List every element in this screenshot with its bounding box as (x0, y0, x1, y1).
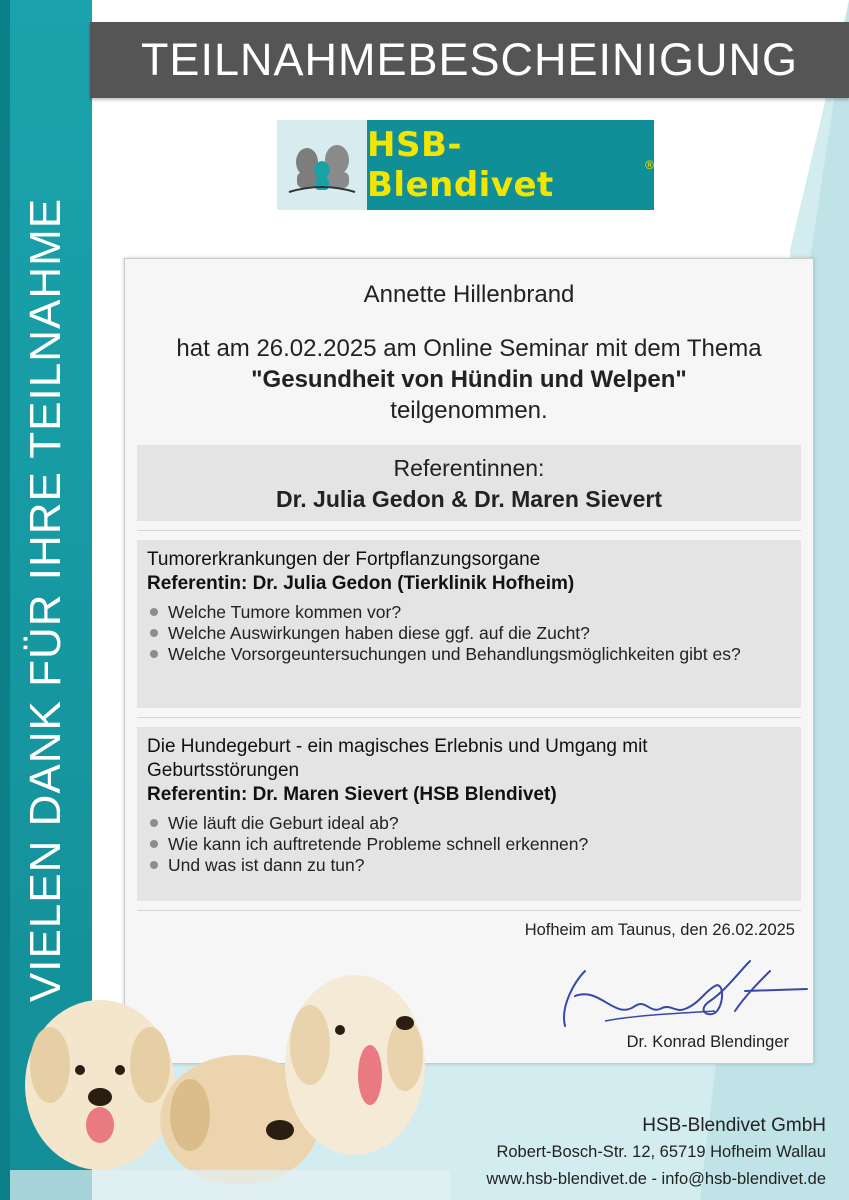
lecture-speaker: Referentin: Dr. Julia Gedon (Tierklinik Hofheim) (147, 573, 575, 594)
attended-word: teilgenommen. (390, 397, 548, 424)
speakers-box (137, 445, 801, 521)
lecture-section-2 (137, 727, 801, 901)
attendance-statement (125, 333, 813, 426)
logo-wordmark (367, 120, 654, 210)
place-and-date: Hofheim am Taunus, den 26.02.2025 (524, 921, 795, 939)
thank-you-vertical-text: VIELEN DANK FÜR IHRE TEILNAHME (21, 197, 70, 1003)
lecture-title: Die Hundegeburt - ein magisches Erlebnis und Umgang mit Geburtsstörungen (147, 736, 648, 781)
lecture-questions (147, 813, 801, 876)
company-footer (486, 1112, 826, 1193)
seminar-topic (125, 364, 813, 395)
divider (137, 717, 801, 718)
lecture-speaker: Referentin: Dr. Maren Sievert (HSB Blendivet) (147, 784, 557, 805)
list-item: Wie läuft die Geburt ideal ab? (147, 813, 801, 834)
page-title: TEILNAHMEBESCHEINIGUNG (90, 22, 849, 98)
signer-name: Dr. Konrad Blendinger (626, 1033, 789, 1051)
speakers-heading: Referentinnen: (393, 455, 545, 481)
certificate-card (124, 258, 814, 1064)
hsb-blendivet-logo (277, 120, 654, 210)
company-address: Robert-Bosch-Str. 12, 65719 Hofheim Wallau (496, 1143, 826, 1161)
participant-name: Annette Hillenbrand (363, 281, 575, 308)
lecture-title: Tumorerkrankungen der Fortpflanzungsorgane (147, 549, 541, 570)
seminar-topic-text: "Gesundheit von Hündin und Welpen" (251, 366, 687, 393)
list-item: Wie kann ich auftretende Probleme schnell erkennen? (147, 834, 801, 855)
company-contact: www.hsb-blendivet.de - info@hsb-blendivet.de (486, 1170, 826, 1188)
divider (137, 910, 801, 911)
list-item: Und was ist dann zu tun? (147, 855, 801, 876)
list-item: Welche Tumore kommen vor? (147, 602, 801, 623)
signature-image (545, 951, 815, 1036)
logo-text: HSB-Blendivet (367, 125, 554, 205)
company-name: HSB-Blendivet GmbH (642, 1115, 826, 1136)
speakers-names: Dr. Julia Gedon & Dr. Maren Sievert (275, 486, 662, 512)
dogs-logo-icon (277, 120, 367, 210)
list-item: Welche Auswirkungen haben diese ggf. auf die Zucht? (147, 623, 801, 644)
list-item: Welche Vorsorgeuntersuchungen und Behandlungsmöglichkeiten gibt es? (147, 644, 801, 665)
divider (137, 530, 801, 531)
attendance-line: hat am 26.02.2025 am Online Seminar mit dem Thema (176, 335, 762, 362)
logo-registered-mark: ® (645, 158, 654, 172)
side-stripe (0, 0, 10, 1200)
lecture-questions (147, 602, 801, 665)
puppies-image (10, 945, 450, 1200)
lecture-section-1 (137, 540, 801, 708)
